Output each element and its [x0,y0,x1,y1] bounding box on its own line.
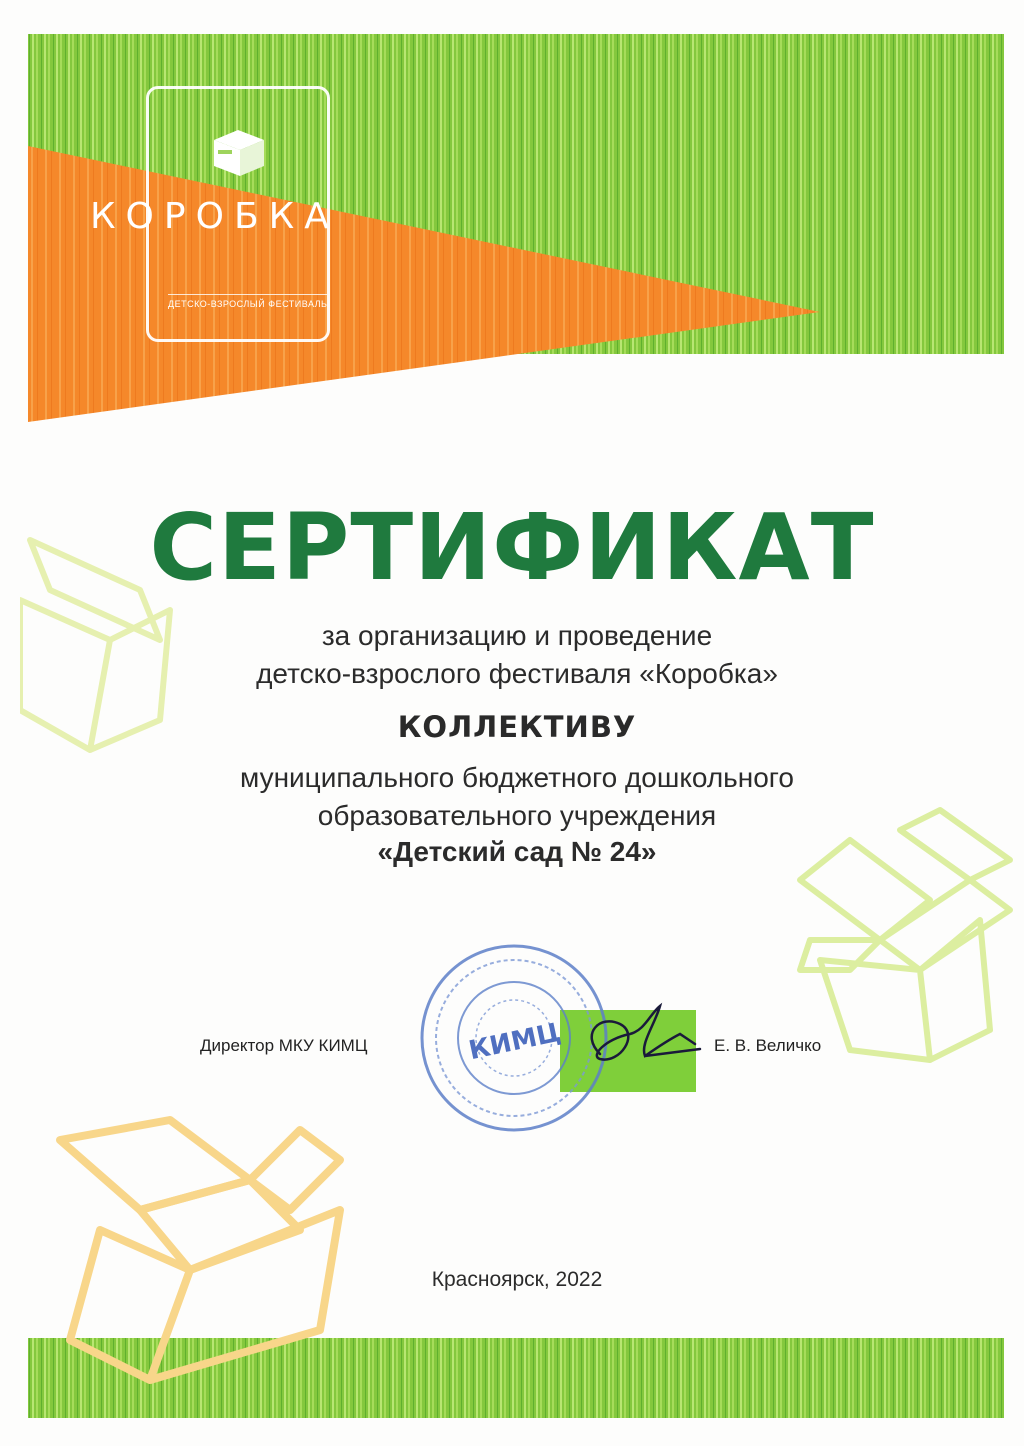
purpose-line-2: детско-взрослого фестиваля «Коробка» [256,658,778,689]
org-line-2: образовательного учреждения [317,800,717,831]
stamp-center-text: КИМЦ [466,1017,564,1067]
signatory-name: Е. В. Величко [714,1036,822,1055]
org-line-1: муниципального бюджетного дошкольного [240,762,794,793]
org-name: «Детский сад № 24» [377,836,657,867]
logo-title: КОРОБКА [90,196,339,237]
logo-subtitle: ДЕТСКО-ВЗРОСЛЫЙ ФЕСТИВАЛЬ [168,294,327,309]
city-year: Красноярск, 2022 [431,1268,603,1291]
recipient-heading: КОЛЛЕКТИВУ [397,710,637,744]
handwritten-signature [560,994,710,1094]
certificate-title: СЕРТИФИКАТ [149,494,875,601]
box-icon [210,126,268,178]
signatory-role: Директор МКУ КИМЦ [200,1036,368,1055]
purpose-line-1: за организацию и проведение [321,620,713,651]
bottom-box-decoration [40,1100,380,1400]
